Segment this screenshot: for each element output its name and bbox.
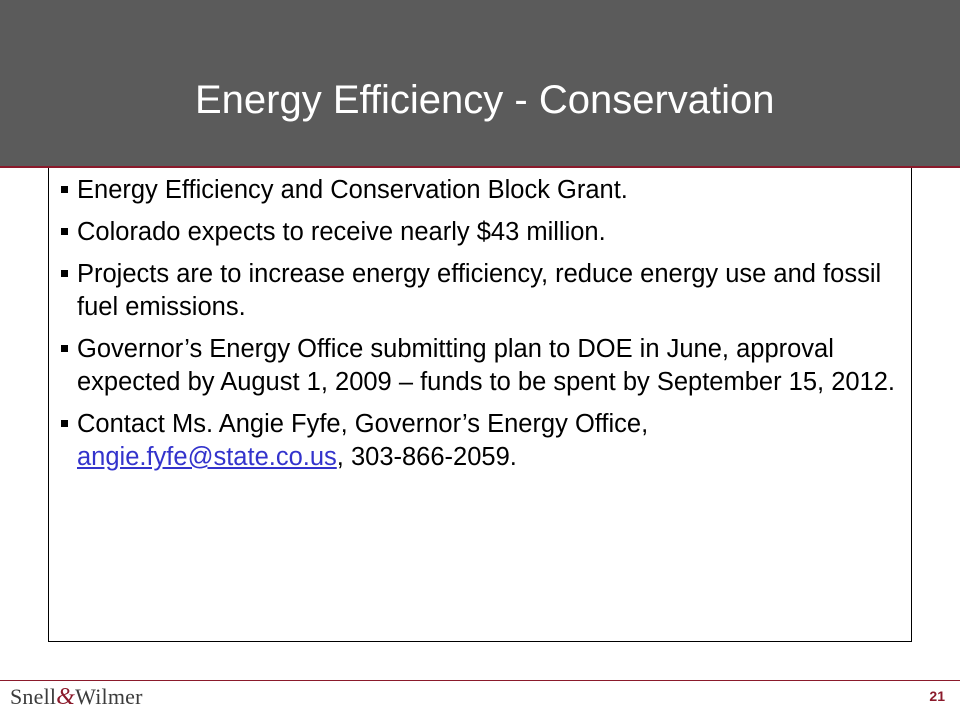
square-bullet-icon (61, 270, 68, 277)
bullet-item (61, 258, 896, 324)
bullet-item (61, 333, 896, 399)
footer-divider (0, 680, 960, 681)
logo-text-snell: Snell (10, 684, 57, 709)
contact-phone: , 303-866-2059. (336, 443, 517, 471)
bullet-text: Governor’s Energy Office submitting plan to DOE in June, approval expected by August 1, 2009 – funds to be spent by September 15, 2012. (77, 335, 896, 396)
bullet-list (61, 174, 896, 483)
bullet-text: Projects are to increase energy efficiency, reduce energy use and fossil fuel emissions. (77, 260, 882, 321)
contact-email-link[interactable]: angie.fyfe@state.co.us (77, 443, 337, 471)
bullet-text: Contact Ms. Angie Fyfe, Governor’s Energy Office, (77, 410, 649, 438)
logo-text-wilmer: Wilmer (75, 684, 143, 709)
page-number: 21 (929, 688, 945, 704)
square-bullet-icon (61, 228, 68, 235)
bullet-item (61, 216, 896, 249)
square-bullet-icon (61, 420, 68, 427)
square-bullet-icon (61, 345, 68, 352)
square-bullet-icon (61, 186, 68, 193)
firm-logo (10, 684, 143, 711)
bullet-text: Colorado expects to receive nearly $43 million. (77, 218, 606, 246)
bullet-text: Energy Efficiency and Conservation Block Grant. (77, 176, 628, 204)
logo-ampersand: & (56, 684, 76, 710)
bullet-item (61, 174, 896, 207)
bullet-item (61, 408, 896, 474)
slide-title: Energy Efficiency - Conservation (195, 78, 775, 122)
content-box (48, 168, 912, 642)
